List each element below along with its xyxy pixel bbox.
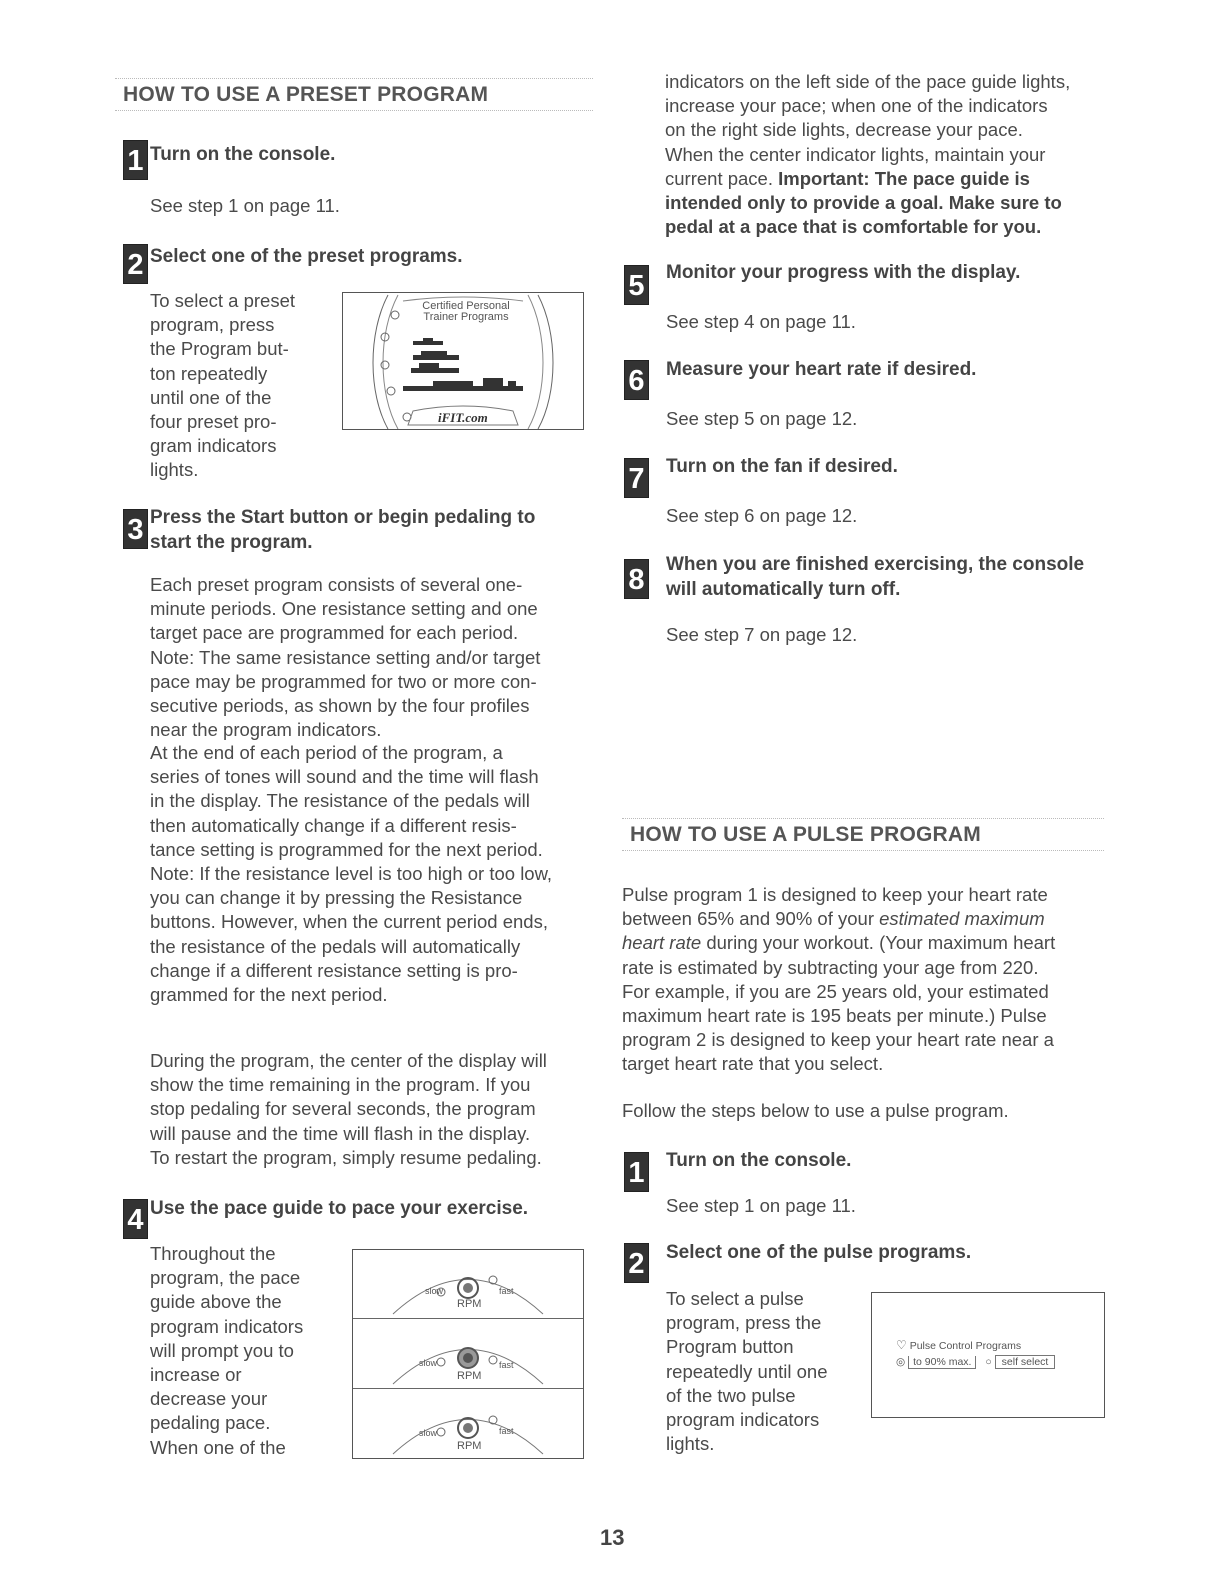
step-badge-2: 2 [624, 1243, 649, 1283]
figure-label: Certified Personal Trainer Programs [422, 300, 510, 323]
step-badge-2: 2 [123, 244, 148, 284]
step-title: Turn on the fan if desired. [666, 456, 898, 477]
pace-gauge: RPM slow fast [353, 1250, 583, 1319]
step-title: Press the Start button or begin pedaling to start the program. [150, 507, 536, 553]
pulse-options-row [896, 1356, 1055, 1368]
step-title: When you are finished exercising, the console will automatically turn off. [666, 554, 1085, 600]
step-body: See step 6 on page 12. [666, 505, 858, 526]
pulse-option-self-select: self select [995, 1355, 1056, 1369]
step-badge-3: 3 [123, 509, 148, 549]
section-title: HOW TO USE A PULSE PROGRAM [630, 823, 981, 846]
step-body: To select a pulse program, press the Program button repeatedly until one of the two pulse program indicators lights. [666, 1288, 828, 1455]
step-body: See step 4 on page 11. [666, 311, 856, 332]
step-badge-8: 8 [624, 559, 649, 599]
preset-program-figure [342, 292, 584, 430]
section-header-preset [115, 78, 593, 111]
indicator-light-icon: ◎ [896, 1356, 906, 1368]
step-body: See step 5 on page 12. [666, 408, 858, 429]
step-badge-4: 4 [123, 1199, 148, 1239]
step-body: Each preset program consists of several one- minute periods. One resistance setting and one target pace are programmed for each period. Note: The same resistance setting and/or target pace may be programmed for two or more con- secutive periods, as shown by the four profiles near the program indicators. [150, 574, 541, 741]
step-badge-1: 1 [123, 140, 148, 180]
follow-steps-text: Follow the steps below to use a pulse program. [622, 1100, 1009, 1121]
indicator-light-icon: ○ [985, 1356, 992, 1368]
section-title: HOW TO USE A PRESET PROGRAM [123, 83, 489, 106]
pace-guide-continued: indicators on the left side of the pace guide lights, increase your pace; when one of the indicators on the right side lights, decrease your pace. When the center indicator lights, maintain your current pace. Important: The pace guide is intended only to provide a goal. Make sure to pedal at a pace that is comfortable for you. [665, 71, 1071, 238]
step-badge-5: 5 [624, 265, 649, 305]
pulse-program-figure [871, 1292, 1105, 1418]
step-title: Turn on the console. [150, 144, 336, 165]
pulse-title-row: ♡ Pulse Control Programs [896, 1338, 1022, 1352]
pace-gauge: RPM slow fast [353, 1320, 583, 1389]
step-title: Turn on the console. [666, 1150, 852, 1171]
pace-gauge: RPM slow fast [353, 1390, 583, 1458]
step-body: See step 1 on page 11. [666, 1195, 856, 1216]
step-body: During the program, the center of the display will show the time remaining in the program. If you stop pedaling for several seconds, the program will pause and the time will flash in the display. To restart the program, simply resume pedaling. [150, 1050, 547, 1168]
step-badge-1: 1 [624, 1152, 649, 1192]
step-badge-7: 7 [624, 458, 649, 498]
step-title: Select one of the preset programs. [150, 246, 463, 267]
step-body: See step 1 on page 11. [150, 195, 340, 216]
step-title: Use the pace guide to pace your exercise. [150, 1198, 529, 1219]
step-body: At the end of each period of the program, a series of tones will sound and the time will flash in the display. The resistance of the pedals will then automatically change if a different resis- tance setting is programmed for the next period. Note: If the resistance level is too high or too low, you can change it by pressing the Resistance buttons. However, when the current period ends, the resistance of the pedals will automatically change if a different resistance setting is pro- grammed for the next period. [150, 742, 553, 1006]
pace-guide-figure [352, 1249, 584, 1459]
step-title: Select one of the pulse programs. [666, 1242, 972, 1263]
pulse-option-range: to 90% max. [908, 1356, 976, 1369]
step-badge-6: 6 [624, 360, 649, 400]
pulse-intro-paragraph: Pulse program 1 is designed to keep your heart rate between 65% and 90% of your estimated maximum heart rate during your workout. (Your maximum heart rate is estimated by subtracting your age from 220. For example, if you are 25 years old, your estimated maximum heart rate is 195 beats per minute.) Pulse program 2 is designed to keep your heart rate near a target heart rate that you select. [622, 884, 1056, 1075]
step-title: Measure your heart rate if desired. [666, 359, 977, 380]
section-header-pulse [622, 818, 1104, 851]
heart-icon: ♡ [896, 1338, 907, 1352]
ifit-logo: iFIT.com [438, 410, 488, 425]
step-title: Monitor your progress with the display. [666, 262, 1021, 283]
step-body: See step 7 on page 12. [666, 624, 858, 645]
page-number: 13 [600, 1525, 625, 1550]
step-body: To select a preset program, press the Program but- ton repeatedly until one of the four preset pro- gram indicators lights. [150, 290, 295, 481]
step-body: Throughout the program, the pace guide above the program indicators will prompt you to increase or decrease your pedaling pace. When one of the [150, 1243, 304, 1458]
